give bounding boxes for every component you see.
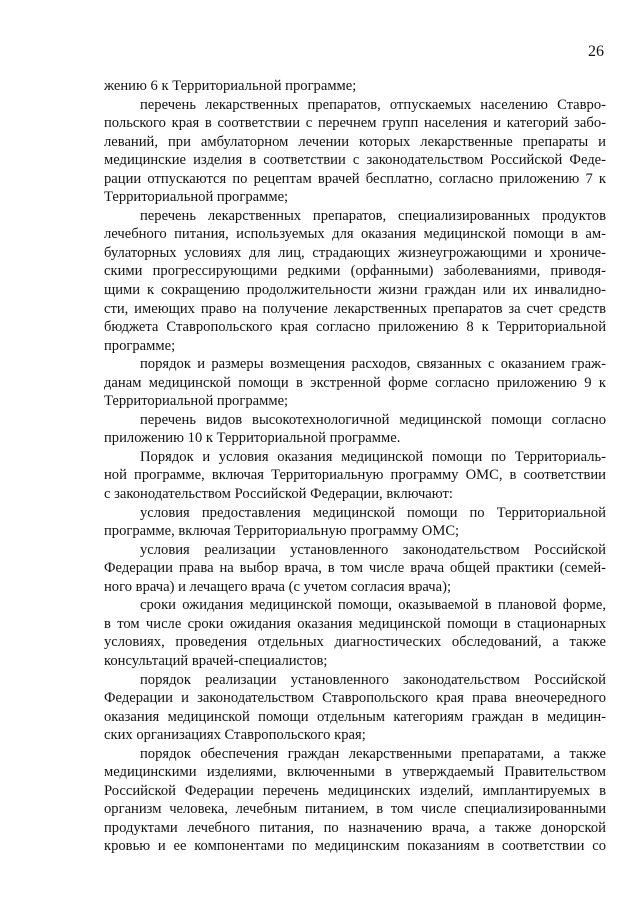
- text-line: бюджета Ставропольского края согласно приложению 8 к Территориальной: [104, 319, 606, 336]
- text-line: ских организациях Ставропольского края;: [104, 727, 366, 744]
- text-line: кровью и ее компонентами по медицинским показаниям в соответствии со: [104, 838, 606, 855]
- text-line: булаторных условиях для лиц, страдающих жизнеугрожающими и хрониче-: [104, 244, 606, 261]
- text-line: данам медицинской помощи в экстренной форме согласно приложению 9 к: [104, 374, 606, 391]
- text-line: щими к сокращению продолжительности жизни граждан или их инвалидно-: [104, 282, 606, 299]
- text-line: медицинскими изделиями, включенными в утверждаемый Правительством: [104, 764, 606, 781]
- text-line: организм человека, лечебным питанием, в том числе специализированными: [104, 801, 606, 818]
- text-line: программе;: [104, 337, 176, 354]
- body-text: [104, 77, 606, 856]
- text-line: Порядок и условия оказания медицинской помощи по Территориаль-: [140, 448, 606, 465]
- text-line: перечень лекарственных препаратов, специализированных продуктов: [140, 207, 606, 224]
- text-line: консультаций врачей-специалистов;: [104, 652, 328, 669]
- text-line: медицинские изделия в соответствии с законодательством Российской Феде-: [104, 152, 606, 169]
- text-line: условия реализации установленного законодательством Российской: [140, 541, 606, 558]
- text-line: сти, имеющих право на получение лекарственных препаратов за счет средств: [104, 300, 606, 317]
- text-line: Территориальной программе;: [104, 189, 289, 206]
- text-line: сроки ожидания медицинской помощи, оказываемой в плановой форме,: [140, 597, 606, 614]
- text-line: продуктами лечебного питания, по назначению врача, а также донорской: [104, 819, 606, 836]
- text-line: условиях, проведения отдельных диагностических обследований, а также: [104, 634, 606, 651]
- text-line: Федерации и законодательством Ставропольского края права внеочередного: [104, 690, 606, 707]
- text-line: ной программе, включая Территориальную программу ОМС, в соответствии: [104, 467, 606, 484]
- text-line: с законодательством Российской Федерации, включают:: [104, 486, 453, 503]
- page-number: 26: [588, 43, 604, 60]
- text-line: приложению 10 к Территориальной программе.: [104, 430, 401, 447]
- text-line: в том числе сроки ожидания оказания медицинской помощи в стационарных: [104, 615, 606, 632]
- text-line: ного врача) и лечащего врача (с учетом согласия врача);: [104, 578, 452, 595]
- text-line: скими прогрессирующими редкими (орфанными) заболеваниями, приводя-: [104, 263, 606, 280]
- text-line: леваний, при амбулаторном лечении которых лекарственные препараты и: [104, 133, 606, 150]
- text-line: жению 6 к Территориальной программе;: [104, 78, 357, 94]
- text-line: перечень лекарственных препаратов, отпускаемых населению Ставро-: [140, 96, 606, 113]
- text-line: Территориальной программе;: [104, 393, 289, 410]
- text-line: оказания медицинской помощи отдельным категориям граждан в медицин-: [104, 708, 606, 725]
- text-line: программе, включая Территориальную программу ОМС;: [104, 523, 460, 540]
- text-line: рации отпускаются по рецептам врачей бесплатно, согласно приложению 7 к: [104, 170, 606, 187]
- text-line: перечень видов высокотехнологичной медицинской помощи согласно: [140, 411, 606, 428]
- text-line: польского края в соответствии с перечнем групп населения и категорий забо-: [104, 115, 606, 132]
- text-line: Российской Федерации перечень медицинских изделий, имплантируемых в: [104, 782, 606, 799]
- text-line: лечебного питания, используемых для оказания медицинской помощи в ам-: [104, 226, 606, 243]
- text-line: порядок обеспечения граждан лекарственными препаратами, а также: [140, 745, 606, 762]
- text-line: условия предоставления медицинской помощи по Территориальной: [140, 504, 606, 521]
- text-line: Федерации права на выбор врача, в том числе врача общей практики (семей-: [104, 560, 606, 577]
- text-line: порядок и размеры возмещения расходов, связанных с оказанием граж-: [140, 356, 606, 373]
- text-line: порядок реализации установленного законодательством Российской: [140, 671, 606, 688]
